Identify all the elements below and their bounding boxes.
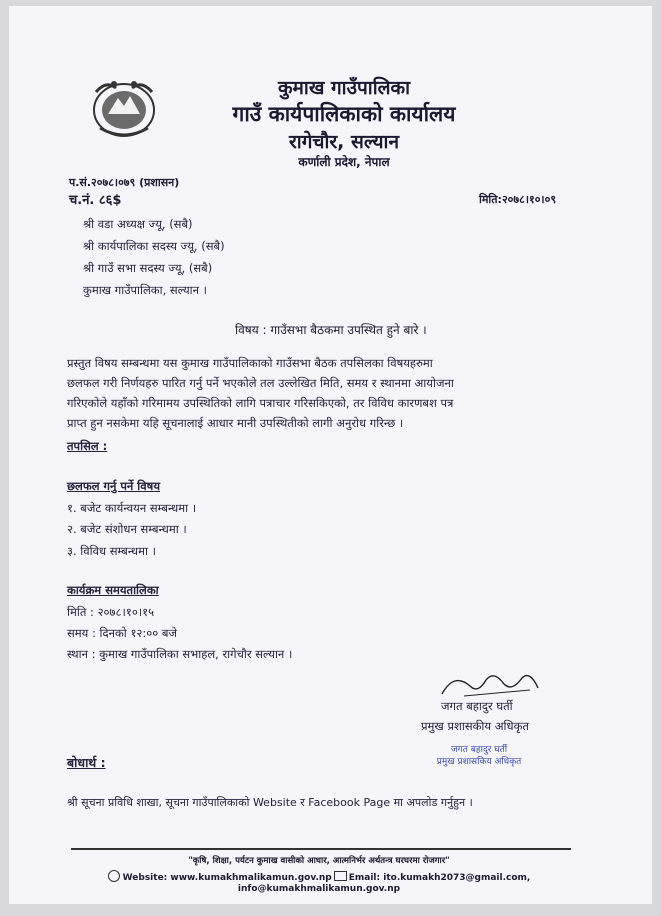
- recipient-line: श्री गाउँ सभा सदस्य ज्यू, (सबै): [83, 261, 213, 275]
- recipient-line: श्री कार्यपालिका सदस्य ज्यू, (सबै): [83, 239, 225, 253]
- website-link[interactable]: Website: www.kumakhmalikamun.gov.np: [122, 873, 332, 883]
- nepal-government-emblem-icon: [86, 76, 162, 140]
- footer-contact: [89, 870, 549, 883]
- recipient-line: कुमाख गाउँपालिका, सल्यान ।: [83, 283, 207, 297]
- agenda-item: १. बजेट कार्यन्वयन सम्बन्धमा ।: [67, 501, 197, 515]
- org-name: कुमाख गाउँपालिका: [277, 77, 411, 99]
- bodharth-text: श्री सूचना प्रविधि शाखा, सूचना गाउँपालिकाको Website र Facebook Page मा अपलोड गर्नुहुन ।: [67, 796, 473, 809]
- letter-date: मिति:२०७८।१०।०९: [479, 193, 557, 206]
- reference-number: प.सं.२०७८।०७९ (प्रशासन): [69, 176, 180, 189]
- signatory-name: जगत बहादुर घर्ती: [441, 699, 513, 713]
- body-line: प्राप्त हुन नसकेमा यहि सूचनालाई आधार मानी उपस्थितीको लागी अनुरोध गरिन्छ ।: [67, 416, 404, 430]
- body-line: छलफल गरी निर्णयहरु पारित गर्नु पर्ने भएकोले तल उल्लेखित मिति, समय र स्थानमा आयोजना: [67, 376, 454, 390]
- signatory-title: प्रमुख प्रशासकीय अधिकृत: [421, 719, 529, 733]
- stamp-title: प्रमुख प्रशासकिय अधिकृत: [436, 757, 522, 767]
- subject-line: विषय : गाउँसभा बैठकमा उपस्थित हुने बारे ।: [235, 323, 427, 337]
- recipient-line: श्री वडा अध्यक्ष ज्यू, (सबै): [83, 217, 193, 231]
- body-paragraph: [67, 353, 567, 433]
- letter-page: [9, 6, 652, 904]
- body-line: प्रस्तुत विषय सम्बन्धमा यस कुमाख गाउँपालिकाको गाउँसभा बैठक तपसिलका विषयहरुमा: [67, 356, 433, 370]
- office-location: रागेचौर, सल्यान: [289, 131, 399, 153]
- schedule-title: कार्यक्रम समयतालिका: [67, 583, 159, 597]
- tapasil-label: तपसिल :: [67, 439, 108, 453]
- footer-divider: [71, 848, 571, 850]
- bodharth-label: बोधार्थ :: [67, 755, 106, 770]
- email-link[interactable]: Email: ito.kumakh2073@gmail.com,: [348, 873, 531, 883]
- stamp-name: जगत बहादुर घर्ती: [450, 745, 508, 755]
- province-name: कर्णाली प्रदेश, नेपाल: [298, 155, 390, 169]
- schedule-time: समय : दिनको १२:०० बजे: [67, 626, 177, 640]
- email-icon: [334, 871, 347, 881]
- dispatch-number: च.नं. ८६$: [69, 193, 122, 208]
- schedule-date: मिति : २०७८।१०।१५: [67, 605, 155, 619]
- globe-icon: [108, 870, 120, 882]
- footer-slogan: "कृषि, शिक्षा, पर्यटन कुमाख वासीको आधार, आत्मनिर्भर अर्थतन्त्र घरघरमा रोजगार": [188, 856, 450, 866]
- footer-email2[interactable]: info@kumakhmalikamun.gov.np: [237, 884, 401, 894]
- body-line: गरिएकोले यहाँको गरिमामय उपस्थितिको लागि पत्राचार गरिसकिएको, तर विविध कारणबश पत्र: [67, 396, 454, 410]
- agenda-item: २. बजेट संशोधन सम्बन्धमा ।: [67, 522, 187, 536]
- handwritten-signature: [434, 668, 544, 700]
- office-name: गाउँ कार्यपालिकाको कार्यालय: [232, 102, 456, 126]
- official-stamp: [414, 744, 544, 768]
- agenda-title: छलफल गर्नु पर्ने विषय: [67, 479, 160, 493]
- schedule-place: स्थान : कुमाख गाउँपालिका सभाहल, रागेचौर सल्यान ।: [67, 647, 293, 661]
- agenda-item: ३. विविध सम्बन्धमा ।: [67, 544, 156, 558]
